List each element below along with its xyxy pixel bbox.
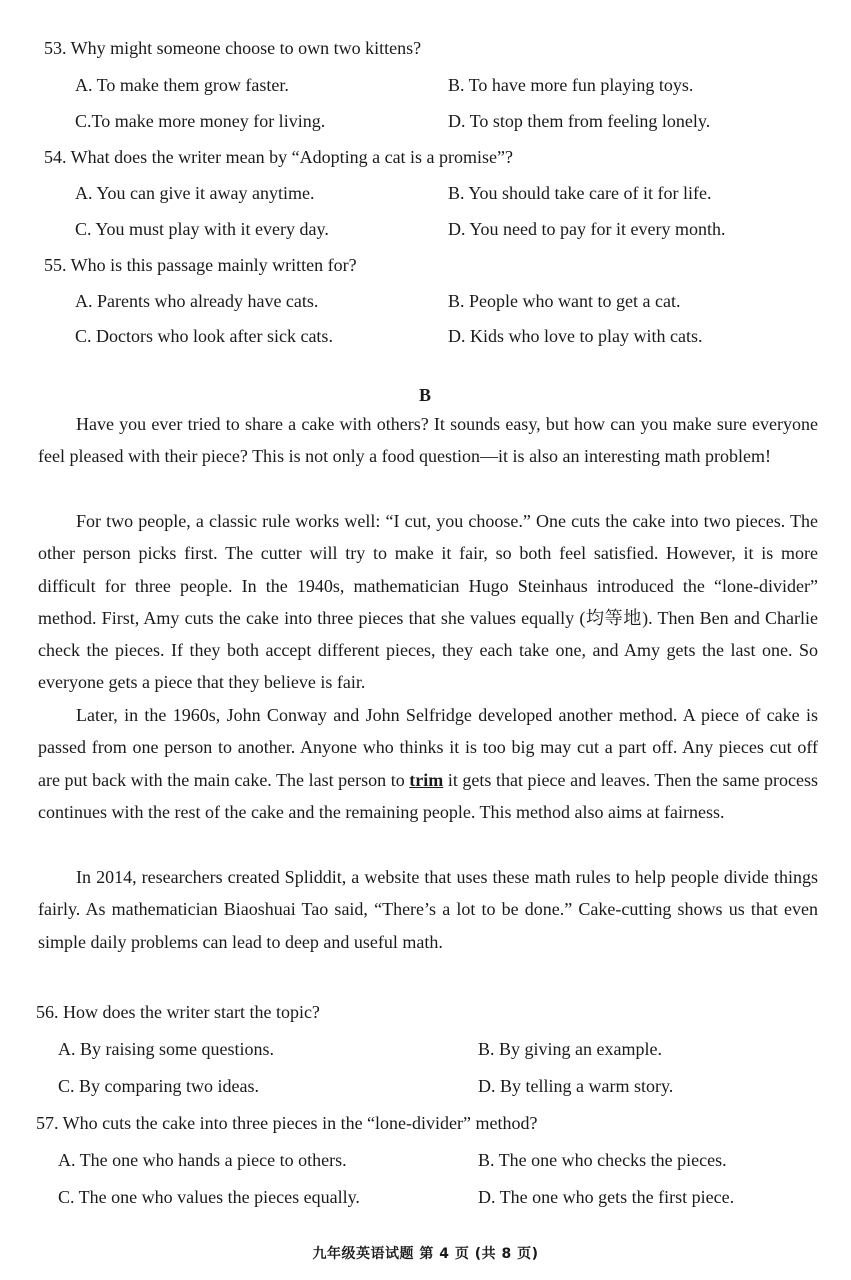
vocabulary-word-trim: trim [409, 769, 444, 790]
question-53-option-a: A. To make them grow faster. [75, 75, 289, 95]
question-55-option-a: A. Parents who already have cats. [75, 291, 319, 311]
page-footer: 九年级英语试题 第 4 页 (共 8 页) [312, 1246, 539, 1262]
passage-paragraph-1: Have you ever tried to share a cake with others? It sounds easy, but how can you make sure everyone feel pleased with their piece? This is not only a food question—it is also an interesting math problem! [38, 414, 818, 467]
question-56-option-d: D. By telling a warm story. [478, 1076, 674, 1096]
question-55-option-b: B. People who want to get a cat. [448, 291, 681, 311]
question-56-stem: 56. How does the writer start the topic? [36, 1002, 320, 1022]
question-56-option-c: C. By comparing two ideas. [58, 1076, 259, 1096]
passage-paragraph-3-before: Later, in the 1960s, John Conway and John Selfridge developed another method. A piece of cake is passed from one person to another. Anyone who thinks it is too big may cut a part off. Any pieces cut off are put back with the main cake. The last person to [38, 705, 818, 790]
question-56-option-b: B. By giving an example. [478, 1039, 662, 1059]
question-53-option-b: B. To have more fun playing toys. [448, 75, 694, 95]
passage-paragraph-3 [38, 699, 818, 828]
passage-paragraph-3-after: it gets that piece and leaves. Then the same process continues with the rest of the cake and the remaining people. This method also aims at fairness. [38, 769, 818, 822]
section-b-heading: B [419, 385, 432, 405]
question-57-stem: 57. Who cuts the cake into three pieces in the “lone-divider” method? [36, 1113, 538, 1133]
question-57-option-a: A. The one who hands a piece to others. [58, 1150, 347, 1170]
question-57-option-c: C. The one who values the pieces equally. [58, 1187, 360, 1207]
passage-paragraph-2: For two people, a classic rule works well: “I cut, you choose.” One cuts the cake into two pieces. The other person picks first. The cutter will try to make it fair, so both feel satisfied. However, it is more difficult for three people. In the 1940s, mathematician Hugo Steinhaus introduced the “lone-divider” method. First, Amy cuts the cake into three pieces that she values equally (均等地). Then Ben and Charlie check the pieces. If they both accept different pieces, they each take one, and Amy gets the last one. So everyone gets a piece that they believe is fair. [38, 511, 818, 693]
question-53-stem: 53. Why might someone choose to own two kittens? [44, 38, 422, 58]
question-55-option-c: C. Doctors who look after sick cats. [75, 326, 333, 346]
question-53-option-c: C.To make more money for living. [75, 111, 326, 131]
question-57-option-d: D. The one who gets the first piece. [478, 1187, 735, 1207]
question-54-option-a: A. You can give it away anytime. [75, 183, 315, 203]
question-55-stem: 55. Who is this passage mainly written for? [44, 255, 357, 275]
question-55-option-d: D. Kids who love to play with cats. [448, 326, 703, 346]
question-54-option-d: D. You need to pay for it every month. [448, 219, 726, 239]
question-54-option-c: C. You must play with it every day. [75, 219, 329, 239]
question-56-option-a: A. By raising some questions. [58, 1039, 274, 1059]
passage-paragraph-4: In 2014, researchers created Spliddit, a website that uses these math rules to help people divide things fairly. As mathematician Biaoshuai Tao said, “There’s a lot to be done.” Cake-cutting shows us that even simple daily problems can lead to deep and useful math. [38, 867, 818, 952]
question-53-option-d: D. To stop them from feeling lonely. [448, 111, 711, 131]
question-54-option-b: B. You should take care of it for life. [448, 183, 712, 203]
question-57-option-b: B. The one who checks the pieces. [478, 1150, 727, 1170]
question-54-stem: 54. What does the writer mean by “Adopting a cat is a promise”? [44, 147, 514, 167]
